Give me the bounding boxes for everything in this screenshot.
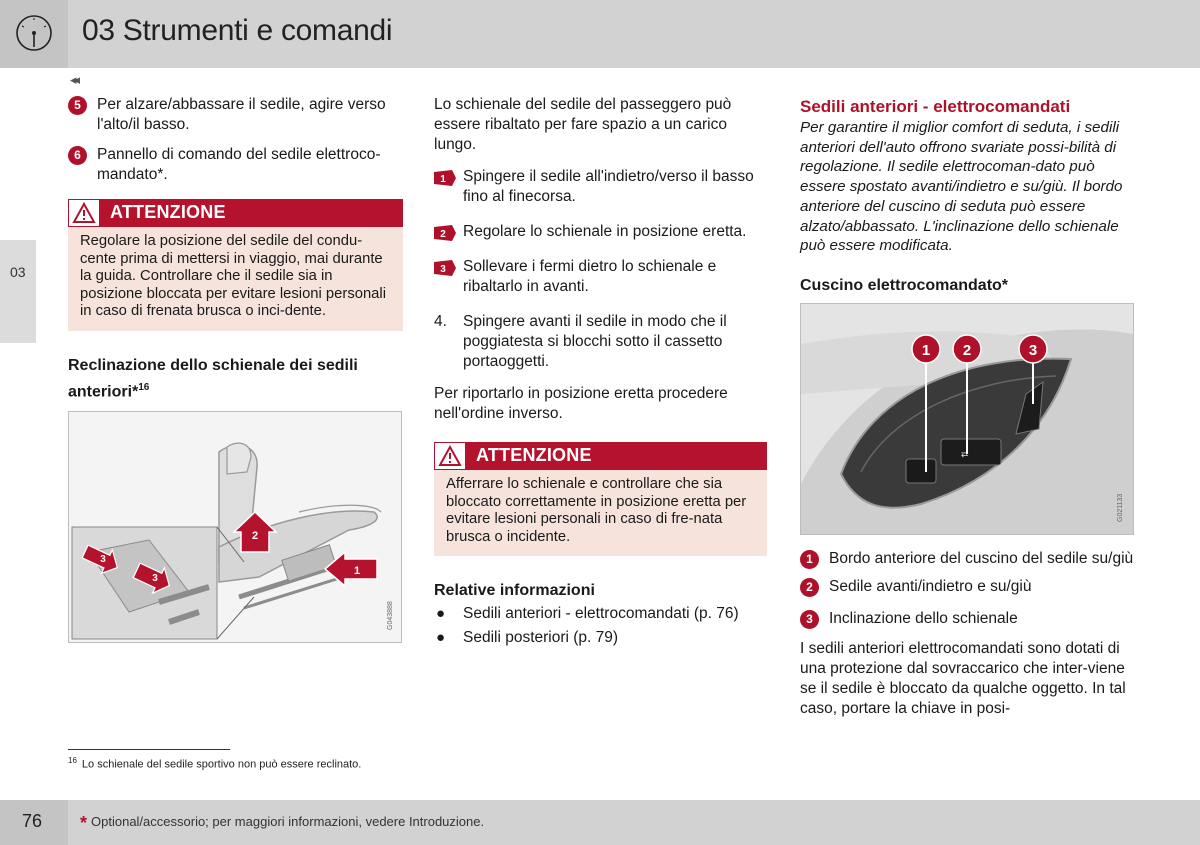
svg-text:3: 3 (440, 264, 446, 275)
list-item (68, 95, 403, 135)
figure-code: G021133 (1117, 493, 1124, 522)
svg-text:1: 1 (353, 564, 361, 577)
chapter-tab-label: 03 (10, 264, 26, 280)
svg-text:1: 1 (440, 174, 446, 185)
legend-item (800, 577, 1134, 597)
warning-header (68, 199, 403, 227)
step-text: Spingere avanti il sedile in modo che il poggiatesta si blocchi sotto il cassetto portaoggetti. (463, 313, 727, 370)
bullet-icon: ● (436, 629, 446, 646)
svg-text:2: 2 (440, 229, 446, 240)
column-2 (434, 95, 767, 652)
page-number-box (0, 800, 68, 845)
related-link[interactable] (434, 628, 767, 648)
callout-3-badge (1019, 335, 1047, 363)
related-link-text: Sedili posteriori (p. 79) (463, 629, 619, 646)
related-link-text: Sedili anteriori - elettrocomandati (p. 76) (463, 605, 739, 622)
subheading-text: Reclinazione dello schienale dei sedili anteriori* (68, 356, 358, 400)
warning-box (434, 442, 767, 556)
footnote-divider (68, 749, 230, 750)
power-seat-controls-illustration (801, 304, 1133, 534)
footer-note-text: Optional/accessorio; per maggiori informazioni, vedere Introduzione. (91, 814, 485, 829)
footnote (68, 756, 361, 771)
legend-text: Bordo anteriore del cuscino del sedile su/giù (829, 549, 1134, 567)
svg-text:1: 1 (921, 341, 931, 359)
step-item (434, 222, 767, 242)
legend-text: Inclinazione dello schienale (829, 609, 1018, 627)
number-badge: 1 (800, 550, 819, 569)
warning-title: ATTENZIONE (110, 202, 226, 222)
related-link[interactable] (434, 604, 767, 624)
page-footer (0, 800, 1200, 845)
number-badge: 6 (68, 146, 87, 165)
step-flag-icon (434, 170, 456, 187)
chapter-tab[interactable] (0, 240, 36, 343)
outro-paragraph: I sedili anteriori elettrocomandati sono dotati di una protezione dal sovraccarico che inter-viene se il sedile è bloccato da qualche oggetto. In tal caso, portare la chiave in posi- (800, 639, 1126, 717)
svg-text:3: 3 (1028, 341, 1038, 359)
warning-box (68, 199, 403, 331)
seat-recline-figure (68, 411, 402, 643)
section-title: Sedili anteriori - elettrocomandati (800, 97, 1071, 116)
section-intro: Per garantire il miglior comfort di seduta, i sedili anteriori dell'auto offrono svariate possi-bilità di regolazione. Il sedile elettrocoman-dato può essere spostato avanti/indietro e su/giù. Il bordo anteriore del cuscino di seduta può essere alzato/abbassato. L'inclinazione dello schienale può essere modificata. (800, 119, 1123, 255)
step-number: 4. (434, 313, 447, 330)
step-item (434, 167, 767, 207)
figure-code: G043888 (387, 601, 394, 630)
back-arrows-icon[interactable]: ◂◂ (70, 72, 78, 87)
list-item (68, 145, 403, 185)
step-text: Spingere il sedile all'indietro/verso il basso fino al finecorsa. (463, 168, 754, 205)
callout-2-badge (953, 335, 981, 363)
svg-text:3: 3 (152, 572, 158, 584)
warning-triangle-icon (434, 442, 466, 470)
list-item-text: Per alzare/abbassare il sedile, agire verso l'alto/il basso. (97, 96, 386, 133)
gauge-icon (15, 14, 53, 52)
related-heading: Relative informazioni (434, 582, 595, 599)
optional-star-icon: * (80, 813, 88, 833)
step-text: Regolare lo schienale in posizione eretta. (463, 223, 747, 240)
list-item-text: Pannello di comando del sedile elettroco-mandato*. (97, 146, 381, 183)
warning-text: Afferrare lo schienale e controllare che sia bloccato correttamente in posizione eretta per evitare lesioni personali in caso di fre-nata brusca o incidente. (434, 470, 767, 556)
page-header (0, 0, 1200, 68)
number-badge: 3 (800, 610, 819, 629)
header-icon-box (0, 0, 68, 68)
page-number: 76 (22, 811, 43, 831)
legend-text: Sedile avanti/indietro e su/giù (829, 577, 1032, 595)
warning-header (434, 442, 767, 470)
svg-text:3: 3 (100, 553, 106, 565)
seat-recline-illustration (69, 412, 401, 642)
number-badge: 2 (800, 578, 819, 597)
power-seat-controls-figure (800, 303, 1134, 535)
legend-item (800, 549, 1134, 569)
step-flag-icon (434, 260, 456, 277)
step-item (434, 312, 767, 372)
footer-note (80, 813, 484, 834)
outro-paragraph: Per riportarlo in posizione eretta procedere nell'ordine inverso. (434, 385, 728, 422)
bullet-icon: ● (436, 605, 446, 622)
svg-text:⇄: ⇄ (961, 449, 969, 460)
column-1 (68, 95, 403, 643)
step-flag-icon (434, 225, 456, 242)
section-subheading: Cuscino elettrocomandato* (800, 276, 1009, 294)
warning-title: ATTENZIONE (476, 445, 592, 465)
step-text: Sollevare i fermi dietro lo schienale e ribaltarlo in avanti. (463, 258, 717, 295)
step-item (434, 257, 767, 297)
footnote-mark: 16 (68, 756, 77, 765)
warning-triangle-icon (68, 199, 100, 227)
footnote-text: Lo schienale del sedile sportivo non può essere reclinato. (81, 758, 362, 771)
svg-text:2: 2 (962, 341, 972, 359)
svg-text:2: 2 (251, 529, 259, 542)
callout-1-badge (912, 335, 940, 363)
intro-paragraph: Lo schienale del sedile del passeggero può essere ribaltato per fare spazio a un carico lungo. (434, 96, 732, 153)
page-title: 03 Strumenti e comandi (82, 14, 393, 47)
footnote-ref: 16 (138, 381, 150, 393)
section-subheading (68, 355, 403, 403)
warning-text: Regolare la posizione del sedile del condu-cente prima di mettersi in viaggio, mai durante la guida. Controllare che il sedile sia in posizione bloccata per evitare lesioni personali in caso di frenata brusca o inci-dente. (68, 227, 403, 331)
column-3 (800, 95, 1134, 731)
number-badge: 5 (68, 96, 87, 115)
legend-item (800, 609, 1134, 629)
